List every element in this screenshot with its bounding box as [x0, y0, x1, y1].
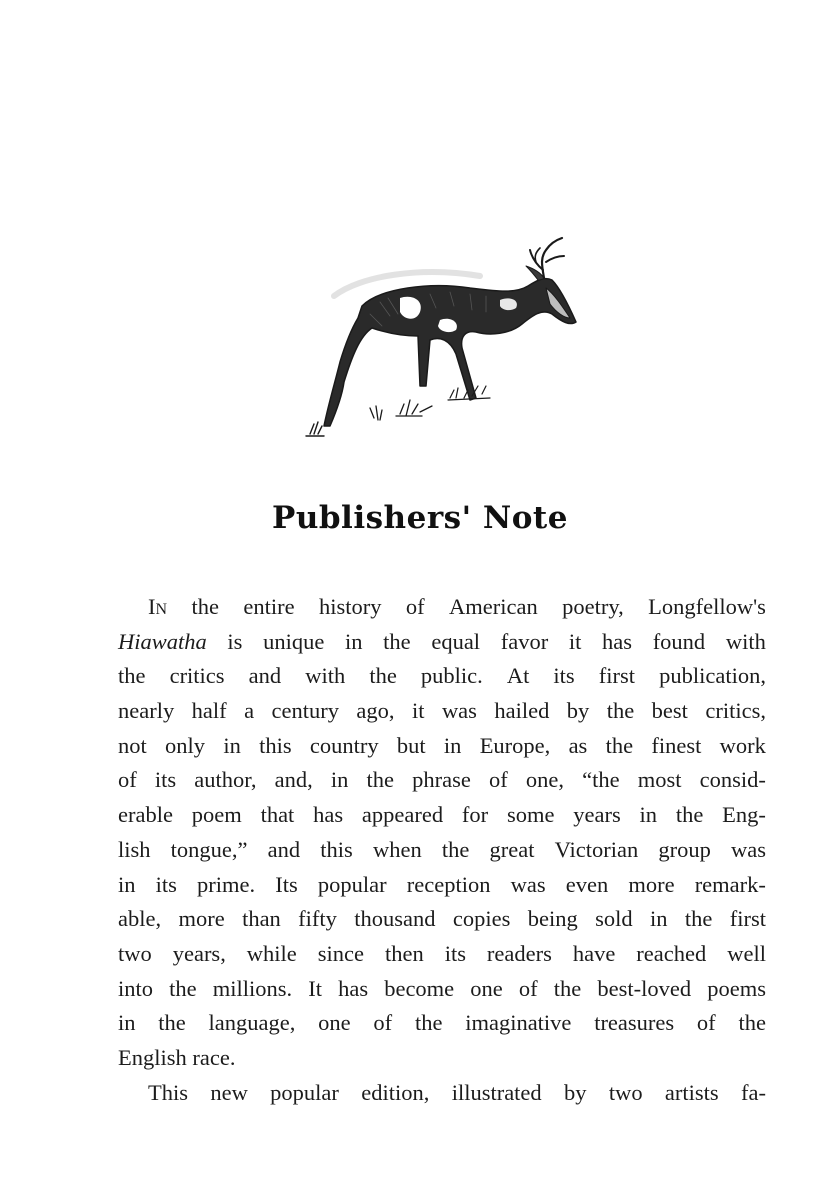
word: ago,: [356, 698, 395, 724]
word: the: [118, 663, 146, 689]
word: It: [308, 975, 322, 1001]
page-title: Publishers' Note: [272, 500, 568, 536]
word: this: [320, 836, 353, 862]
word: artists: [664, 1079, 719, 1105]
word: this: [259, 732, 292, 758]
word: when: [372, 836, 422, 862]
text-line: [118, 729, 766, 764]
word: most: [637, 767, 682, 793]
word: group: [658, 836, 711, 862]
word: hailed: [494, 698, 550, 724]
word: two: [608, 1079, 643, 1105]
word: author,: [194, 767, 257, 793]
text-line: [118, 590, 766, 625]
word: popular: [270, 1079, 339, 1105]
word: some: [506, 802, 555, 828]
word: more: [178, 906, 225, 932]
word: At: [506, 663, 530, 689]
word: phrase: [412, 767, 471, 793]
word: is: [227, 628, 243, 654]
word: and: [267, 836, 301, 862]
word: by: [566, 698, 590, 724]
word: equal: [431, 628, 481, 654]
word: public.: [420, 663, 483, 689]
word: years,: [172, 940, 226, 966]
word: two: [118, 940, 152, 966]
word: the: [158, 1010, 186, 1036]
deer-icon: [306, 238, 576, 436]
word: edition,: [361, 1079, 430, 1105]
word: in: [443, 732, 462, 758]
word: reception: [406, 871, 491, 897]
word: language,: [208, 1010, 296, 1036]
word: the: [169, 975, 197, 1001]
word: one: [470, 975, 503, 1001]
word: “the: [582, 767, 620, 793]
word: of: [405, 594, 425, 619]
word: the: [369, 663, 397, 689]
word: has: [338, 975, 369, 1001]
word: than: [242, 906, 281, 932]
word: prime.: [197, 871, 256, 897]
word: lish: [118, 836, 151, 862]
word: has: [602, 628, 633, 654]
word: in: [345, 628, 363, 654]
word: only: [165, 732, 206, 758]
word: millions.: [212, 975, 293, 1001]
word: have: [572, 940, 616, 966]
word: remark-: [694, 871, 766, 897]
word: race.: [192, 1044, 236, 1070]
word: being: [527, 906, 578, 932]
word: while: [246, 940, 297, 966]
word: illustrated: [451, 1079, 542, 1105]
word: century: [271, 698, 339, 724]
word: country: [309, 732, 379, 758]
word: treasures: [594, 1010, 675, 1036]
word: reached: [636, 940, 707, 966]
text-line: [118, 659, 766, 694]
word: of: [518, 975, 538, 1001]
word: was: [731, 836, 766, 862]
text-line: [118, 1006, 766, 1041]
paragraph-1: [118, 590, 766, 1110]
word: poetry,: [562, 594, 624, 619]
word: Longfellow's: [648, 594, 766, 619]
paragraph-2-line: [118, 1076, 766, 1111]
word: unique: [263, 628, 325, 654]
text-line: [118, 902, 766, 937]
word: the: [414, 1010, 443, 1036]
word: history: [318, 594, 382, 619]
text-line: [118, 763, 766, 798]
word: more: [628, 871, 675, 897]
word: with: [725, 628, 766, 654]
word: in: [330, 767, 349, 793]
word: not: [118, 732, 147, 758]
word: first: [598, 663, 636, 689]
word: Victorian: [554, 836, 639, 862]
text-line: [118, 625, 766, 660]
word: critics: [169, 663, 225, 689]
text-line: [118, 694, 766, 729]
word: nearly: [118, 698, 175, 724]
word: the: [366, 767, 394, 793]
word: and,: [274, 767, 313, 793]
word: erable: [118, 802, 173, 828]
word: the: [738, 1010, 766, 1036]
word: of: [118, 767, 137, 793]
word: English: [118, 1044, 187, 1070]
word: but: [396, 732, 426, 758]
word: since: [317, 940, 364, 966]
word: years: [573, 802, 621, 828]
word: tongue,”: [170, 836, 248, 862]
word: copies: [452, 906, 511, 932]
word: readers: [486, 940, 552, 966]
word: the: [383, 628, 411, 654]
word: In: [148, 594, 168, 619]
word: critics,: [705, 698, 766, 724]
word: its: [154, 767, 177, 793]
text-line: [118, 798, 766, 833]
word: great: [489, 836, 535, 862]
word: American: [449, 594, 538, 619]
word: publication,: [659, 663, 766, 689]
word: become: [384, 975, 455, 1001]
word: sold: [595, 906, 633, 932]
word: for: [461, 802, 489, 828]
word: popular: [317, 871, 387, 897]
word: its: [155, 871, 177, 897]
word: the: [606, 698, 635, 724]
word: then: [384, 940, 424, 966]
word: in: [639, 802, 658, 828]
word: This: [148, 1079, 189, 1105]
word: as: [568, 732, 588, 758]
word: found: [652, 628, 706, 654]
word: poem: [191, 802, 242, 828]
word: of: [373, 1010, 393, 1036]
word: one: [318, 1010, 351, 1036]
word: new: [210, 1079, 248, 1105]
word: in: [118, 1010, 136, 1036]
word: in: [223, 732, 241, 758]
word: Eng-: [722, 802, 766, 828]
word: favor: [500, 628, 549, 654]
text-line: [118, 833, 766, 868]
word: finest: [651, 732, 702, 758]
word: was: [441, 698, 477, 724]
word: of: [488, 767, 508, 793]
word: the: [441, 836, 470, 862]
text-line: [118, 1041, 766, 1076]
word: in: [649, 906, 668, 932]
text-line: [118, 937, 766, 972]
word: the: [553, 975, 582, 1001]
word: the: [191, 594, 219, 619]
word: one,: [525, 767, 564, 793]
word: has: [313, 802, 344, 828]
word: first: [729, 906, 766, 932]
word: fifty: [298, 906, 337, 932]
word: the: [605, 732, 634, 758]
word: able,: [118, 906, 162, 932]
word: best: [651, 698, 688, 724]
book-title: Hiawatha: [118, 628, 207, 654]
word: was: [510, 871, 546, 897]
word: entire: [243, 594, 295, 619]
word: Europe,: [479, 732, 551, 758]
word: imaginative: [465, 1010, 572, 1036]
word: its: [444, 940, 466, 966]
word: thousand: [354, 906, 436, 932]
word: with: [305, 663, 346, 689]
word: half: [191, 698, 227, 724]
word: fa-: [740, 1079, 766, 1105]
word: it: [411, 698, 425, 724]
word: it: [568, 628, 582, 654]
word: of: [696, 1010, 716, 1036]
word: and: [248, 663, 282, 689]
word: its: [553, 663, 575, 689]
word: best-loved: [597, 975, 692, 1001]
word: the: [684, 906, 713, 932]
word: appeared: [361, 802, 444, 828]
word: in: [118, 871, 136, 897]
word: by: [564, 1079, 587, 1105]
word: well: [727, 940, 766, 966]
word: consid-: [699, 767, 766, 793]
word: the: [675, 802, 704, 828]
word: poems: [707, 975, 766, 1001]
deer-illustration: [300, 236, 582, 448]
text-line: [118, 972, 766, 1007]
word: Its: [275, 871, 298, 897]
word: a: [244, 698, 255, 724]
word: work: [719, 732, 766, 758]
word: even: [565, 871, 609, 897]
word: into: [118, 975, 154, 1001]
word: that: [260, 802, 295, 828]
text-line: [118, 868, 766, 903]
